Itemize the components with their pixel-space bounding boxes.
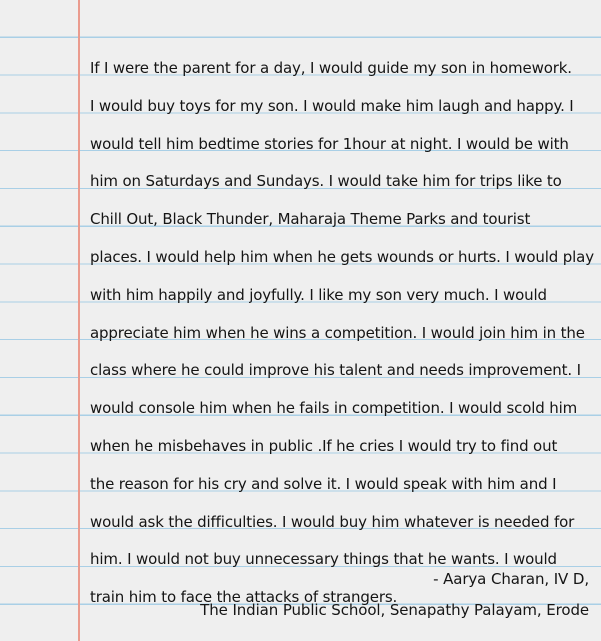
essay-line: Chill Out, Black Thunder, Maharaja Theme Parks and tourist bbox=[90, 210, 531, 229]
essay-line: If I were the parent for a day, I would guide my son in homework. bbox=[90, 59, 572, 77]
essay-line: train him to face the attacks of strangers. bbox=[90, 588, 398, 607]
notebook-margin-line bbox=[78, 0, 80, 641]
author-name: - Aarya Charan, IV D, bbox=[433, 570, 589, 588]
essay-line: would tell him bedtime stories for 1hour at night. I would be with bbox=[90, 134, 569, 153]
essay-line: class where he could improve his talent and needs improvement. I bbox=[90, 361, 581, 380]
essay-line: appreciate him when he wins a competition. I would join him in the bbox=[90, 323, 585, 342]
essay-line: would console him when he fails in competition. I would scold him bbox=[90, 399, 578, 418]
essay-line: with him happily and joyfully. I like my son very much. I would bbox=[90, 285, 547, 304]
essay-text bbox=[90, 50, 594, 617]
essay-line: would ask the difficulties. I would buy him whatever is needed for bbox=[90, 512, 575, 531]
essay-line: I would buy toys for my son. I would make him laugh and happy. I bbox=[90, 96, 574, 115]
school-name: The Indian Public School, Senapathy Palayam, Erode bbox=[200, 601, 589, 619]
essay-line: places. I would help him when he gets wounds or hurts. I would play bbox=[90, 247, 594, 266]
essay-line: when he misbehaves in public .If he cries I would try to find out bbox=[90, 436, 558, 455]
essay-line: the reason for his cry and solve it. I would speak with him and I bbox=[90, 474, 557, 493]
essay-line: him on Saturdays and Sundays. I would take him for trips like to bbox=[90, 172, 562, 191]
essay-line: him. I would not buy unnecessary things that he wants. I would bbox=[90, 550, 557, 569]
